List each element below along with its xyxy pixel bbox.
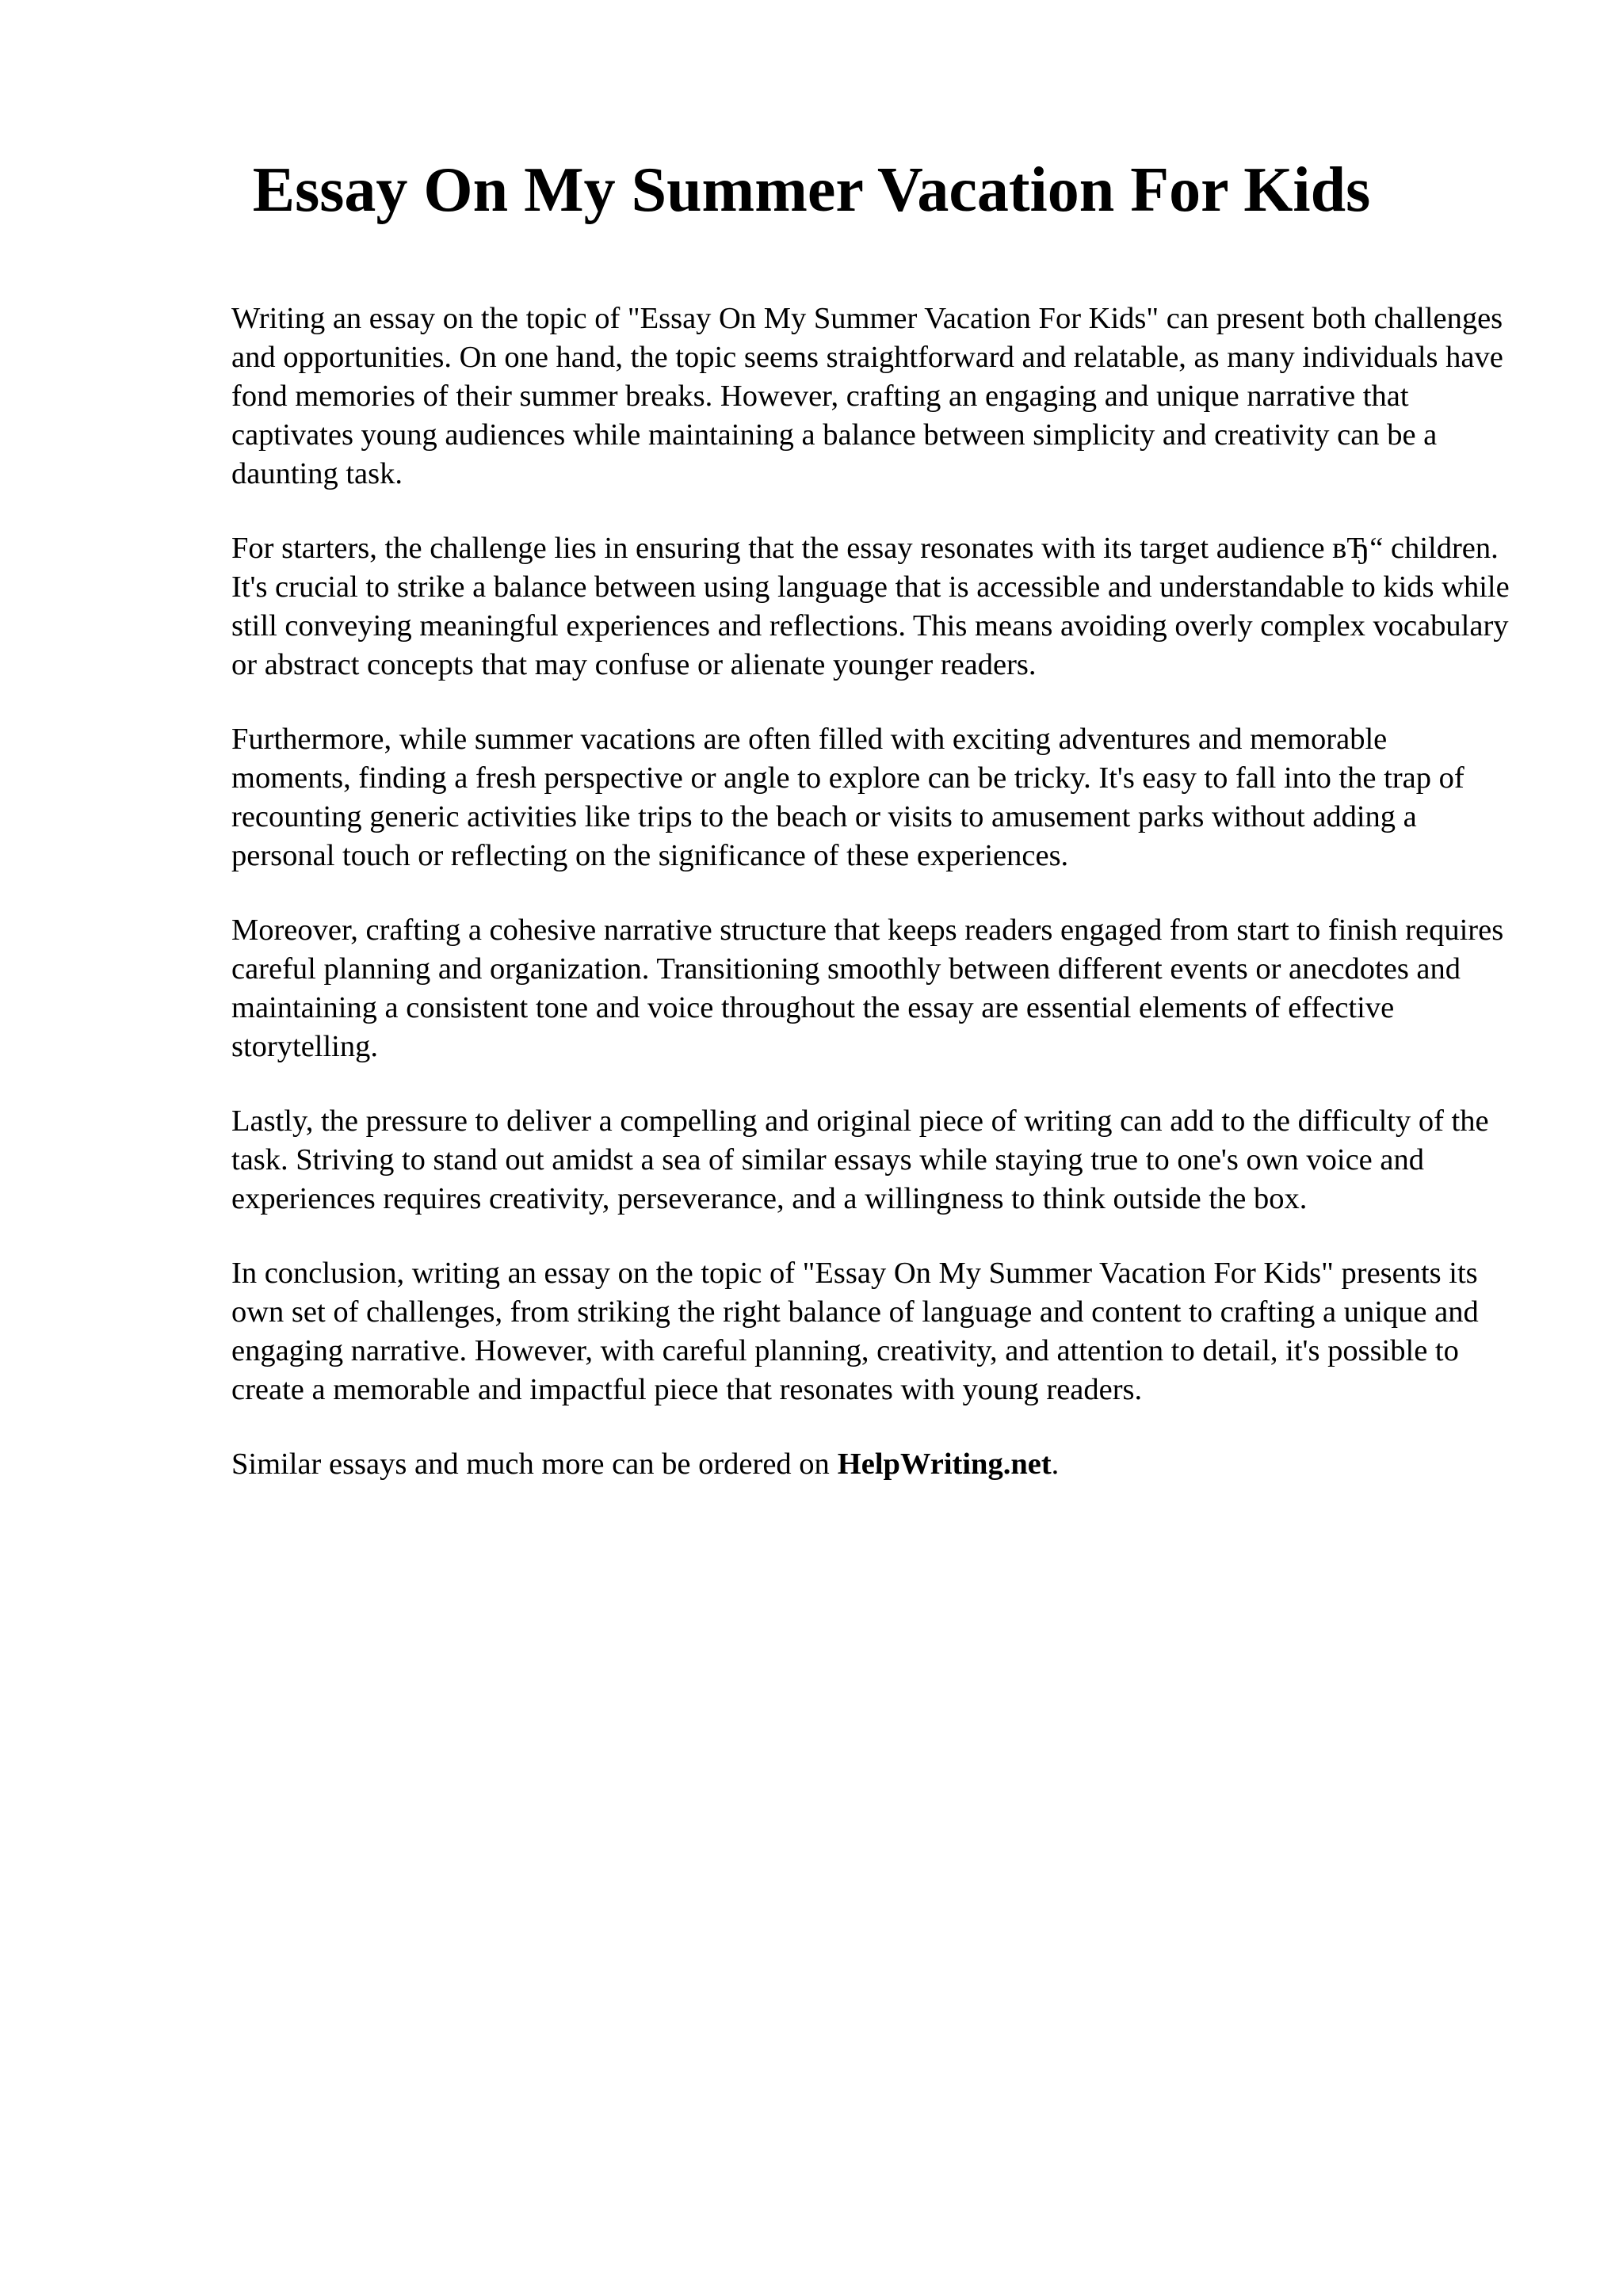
paragraph-3: Furthermore, while summer vacations are often filled with exciting adventures and memorable moments, finding a fresh perspective or angle to explore can be tricky. It's easy to fall into the trap of recounting generic activities like trips to the beach or visits to amusement parks without adding a personal touch or reflecting on the significance of these experiences. xyxy=(231,723,1465,872)
paragraph-4: Moreover, crafting a cohesive narrative structure that keeps readers engaged from start to finish requires careful planning and organization. Transitioning smoothly between different events or anecdotes and maintaining a consistent tone and voice throughout the essay are essential elements of effective storytelling. xyxy=(231,913,1504,1063)
footer-suffix: . xyxy=(1051,1447,1060,1481)
document-body xyxy=(231,299,1512,1520)
paragraph-1: Writing an essay on the topic of "Essay On My Summer Vacation For Kids" can present both challenges and opportunities. On one hand, the topic seems straightforward and relatable, as many individuals have fond memories of their summer breaks. However, crafting an engaging and unique narrative that captivates young audiences while maintaining a balance between simplicity and creativity can be a daunting task. xyxy=(231,302,1503,490)
footer-text: Similar essays and much more can be ordered on xyxy=(231,1447,830,1481)
helpwriting-link[interactable]: HelpWriting.net xyxy=(837,1447,1052,1481)
paragraph-2: For starters, the challenge lies in ensuring that the essay resonates with its target audience вЂ“ children. It's crucial to strike a balance between using language that is accessible and understandable to kids while still conveying meaningful experiences and reflections. This means avoiding overly complex vocabulary or abstract concepts that may confuse or alienate younger readers. xyxy=(231,532,1510,681)
paragraph-6: In conclusion, writing an essay on the topic of "Essay On My Summer Vacation For Kids" presents its own set of challenges, from striking the right balance of language and content to crafting a unique and engaging narrative. However, with careful planning, creativity, and attention to detail, it's possible to create a memorable and impactful piece that resonates with young readers. xyxy=(231,1257,1479,1406)
paragraph-5: Lastly, the pressure to deliver a compelling and original piece of writing can add to the difficulty of the task. Striving to stand out amidst a sea of similar essays while staying true to one's own voice and experiences requires creativity, perseverance, and a willingness to think outside the box. xyxy=(231,1104,1489,1215)
document-title: Essay On My Summer Vacation For Kids xyxy=(252,155,1371,225)
footer-line xyxy=(231,1445,1512,1484)
